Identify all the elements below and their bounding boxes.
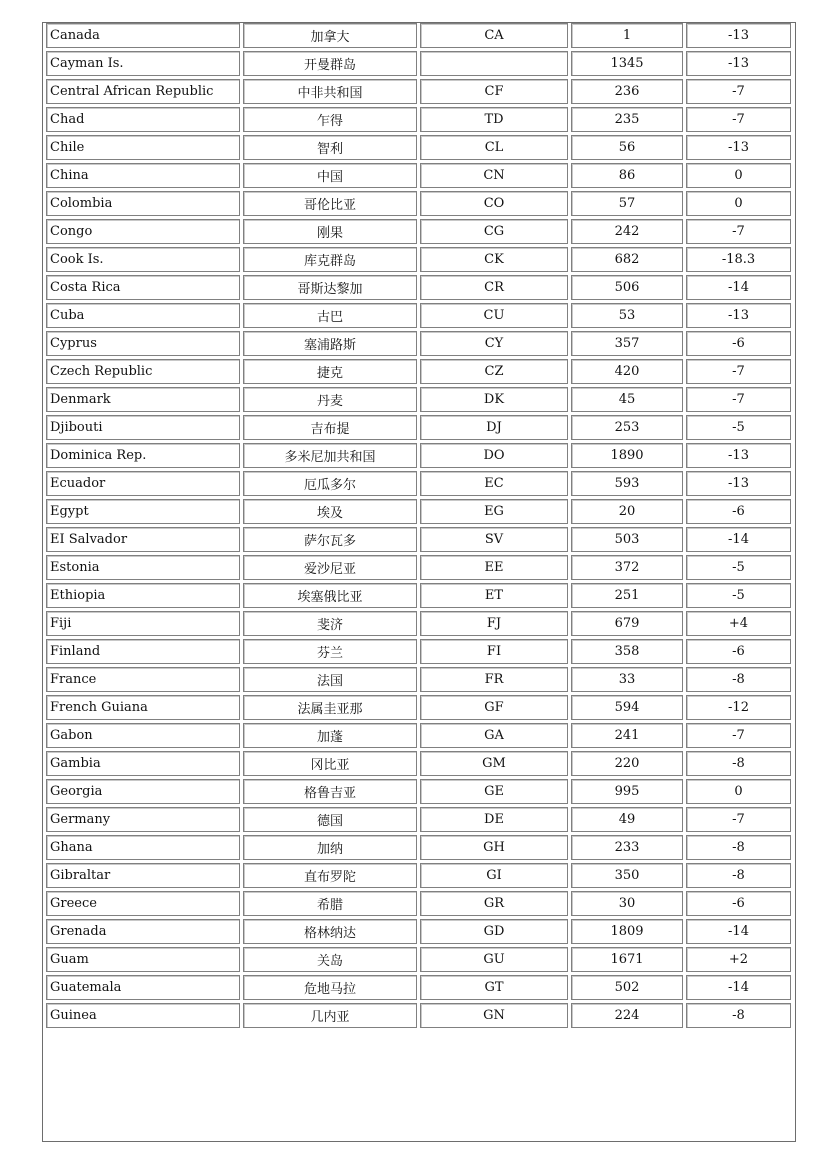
country-name-zh: 刚果 bbox=[243, 219, 417, 244]
time-difference: -14 bbox=[686, 275, 791, 300]
country-name-zh: 乍得 bbox=[243, 107, 417, 132]
country-code: CY bbox=[420, 331, 568, 356]
country-code: DJ bbox=[420, 415, 568, 440]
country-name-en: Finland bbox=[46, 639, 240, 664]
time-difference: -6 bbox=[686, 891, 791, 916]
table-row bbox=[46, 275, 791, 300]
time-difference: -6 bbox=[686, 499, 791, 524]
country-code: FI bbox=[420, 639, 568, 664]
time-difference: -13 bbox=[686, 471, 791, 496]
time-difference: +2 bbox=[686, 947, 791, 972]
dialing-code: 49 bbox=[571, 807, 683, 832]
country-name-zh: 丹麦 bbox=[243, 387, 417, 412]
dialing-code: 503 bbox=[571, 527, 683, 552]
country-name-en: Ethiopia bbox=[46, 583, 240, 608]
country-name-en: Gibraltar bbox=[46, 863, 240, 888]
time-difference: -7 bbox=[686, 723, 791, 748]
country-code: GR bbox=[420, 891, 568, 916]
time-difference: 0 bbox=[686, 779, 791, 804]
time-difference: -8 bbox=[686, 863, 791, 888]
time-difference: -7 bbox=[686, 219, 791, 244]
dialing-code: 224 bbox=[571, 1003, 683, 1028]
country-code: GM bbox=[420, 751, 568, 776]
country-name-zh: 多米尼加共和国 bbox=[243, 443, 417, 468]
country-name-en: Ecuador bbox=[46, 471, 240, 496]
country-code: GA bbox=[420, 723, 568, 748]
time-difference: -13 bbox=[686, 303, 791, 328]
country-name-zh: 芬兰 bbox=[243, 639, 417, 664]
country-name-zh: 格鲁吉亚 bbox=[243, 779, 417, 804]
country-code: GU bbox=[420, 947, 568, 972]
country-name-en: Central African Republic bbox=[46, 79, 240, 104]
country-name-en: Grenada bbox=[46, 919, 240, 944]
table-row bbox=[46, 975, 791, 1000]
country-name-en: China bbox=[46, 163, 240, 188]
dialing-code: 1809 bbox=[571, 919, 683, 944]
table-row bbox=[46, 443, 791, 468]
table-row bbox=[46, 695, 791, 720]
dialing-code: 20 bbox=[571, 499, 683, 524]
country-code: ET bbox=[420, 583, 568, 608]
table-row bbox=[46, 723, 791, 748]
dialing-code: 372 bbox=[571, 555, 683, 580]
dialing-code: 220 bbox=[571, 751, 683, 776]
country-name-zh: 几内亚 bbox=[243, 1003, 417, 1028]
table-row bbox=[46, 135, 791, 160]
country-code: GF bbox=[420, 695, 568, 720]
dialing-code: 679 bbox=[571, 611, 683, 636]
country-name-zh: 库克群岛 bbox=[243, 247, 417, 272]
dialing-code: 30 bbox=[571, 891, 683, 916]
country-name-en: Fiji bbox=[46, 611, 240, 636]
country-name-zh: 中非共和国 bbox=[243, 79, 417, 104]
dialing-code: 233 bbox=[571, 835, 683, 860]
time-difference: -13 bbox=[686, 23, 791, 48]
time-difference: -7 bbox=[686, 79, 791, 104]
dialing-code: 594 bbox=[571, 695, 683, 720]
table-row bbox=[46, 947, 791, 972]
country-name-zh: 加纳 bbox=[243, 835, 417, 860]
country-name-en: Cuba bbox=[46, 303, 240, 328]
time-difference: -6 bbox=[686, 639, 791, 664]
time-difference: +4 bbox=[686, 611, 791, 636]
country-name-zh: 厄瓜多尔 bbox=[243, 471, 417, 496]
table-row bbox=[46, 23, 791, 48]
country-name-en: Cayman Is. bbox=[46, 51, 240, 76]
country-code: EC bbox=[420, 471, 568, 496]
country-name-zh: 萨尔瓦多 bbox=[243, 527, 417, 552]
table-row bbox=[46, 51, 791, 76]
time-difference: -6 bbox=[686, 331, 791, 356]
time-difference: -14 bbox=[686, 527, 791, 552]
country-name-en: Costa Rica bbox=[46, 275, 240, 300]
dialing-code: 682 bbox=[571, 247, 683, 272]
country-code: GI bbox=[420, 863, 568, 888]
country-code: GD bbox=[420, 919, 568, 944]
country-name-zh: 希腊 bbox=[243, 891, 417, 916]
table-row bbox=[46, 191, 791, 216]
time-difference: -7 bbox=[686, 107, 791, 132]
country-name-zh: 塞浦路斯 bbox=[243, 331, 417, 356]
dialing-code: 53 bbox=[571, 303, 683, 328]
table-row bbox=[46, 891, 791, 916]
dialing-code: 57 bbox=[571, 191, 683, 216]
table-row bbox=[46, 863, 791, 888]
country-name-zh: 爱沙尼亚 bbox=[243, 555, 417, 580]
time-difference: -13 bbox=[686, 135, 791, 160]
country-code: CL bbox=[420, 135, 568, 160]
country-name-en: Djibouti bbox=[46, 415, 240, 440]
country-name-zh: 古巴 bbox=[243, 303, 417, 328]
country-code: EE bbox=[420, 555, 568, 580]
country-code: CN bbox=[420, 163, 568, 188]
country-name-en: Cyprus bbox=[46, 331, 240, 356]
country-name-zh: 哥斯达黎加 bbox=[243, 275, 417, 300]
country-name-zh: 直布罗陀 bbox=[243, 863, 417, 888]
country-name-en: Guam bbox=[46, 947, 240, 972]
country-name-zh: 法国 bbox=[243, 667, 417, 692]
dialing-code: 1890 bbox=[571, 443, 683, 468]
table-row bbox=[46, 527, 791, 552]
country-name-en: Dominica Rep. bbox=[46, 443, 240, 468]
country-name-zh: 加蓬 bbox=[243, 723, 417, 748]
time-difference: -8 bbox=[686, 751, 791, 776]
dialing-code: 45 bbox=[571, 387, 683, 412]
country-code: FJ bbox=[420, 611, 568, 636]
dialing-code: 33 bbox=[571, 667, 683, 692]
table-row bbox=[46, 555, 791, 580]
country-code: CG bbox=[420, 219, 568, 244]
country-name-zh: 埃及 bbox=[243, 499, 417, 524]
country-name-en: Ghana bbox=[46, 835, 240, 860]
country-name-en: Colombia bbox=[46, 191, 240, 216]
dialing-code: 502 bbox=[571, 975, 683, 1000]
country-name-en: EI Salvador bbox=[46, 527, 240, 552]
dialing-code: 236 bbox=[571, 79, 683, 104]
time-difference: -5 bbox=[686, 555, 791, 580]
country-code: SV bbox=[420, 527, 568, 552]
table-row bbox=[46, 247, 791, 272]
country-code: DK bbox=[420, 387, 568, 412]
table-body bbox=[46, 23, 791, 1028]
table-row bbox=[46, 499, 791, 524]
time-difference: -8 bbox=[686, 667, 791, 692]
dialing-code: 1671 bbox=[571, 947, 683, 972]
table-row bbox=[46, 107, 791, 132]
table-row bbox=[46, 751, 791, 776]
country-code: GH bbox=[420, 835, 568, 860]
country-name-en: Egypt bbox=[46, 499, 240, 524]
country-code: FR bbox=[420, 667, 568, 692]
dialing-code: 350 bbox=[571, 863, 683, 888]
country-name-zh: 格林纳达 bbox=[243, 919, 417, 944]
time-difference: -7 bbox=[686, 359, 791, 384]
country-name-en: France bbox=[46, 667, 240, 692]
time-difference: -5 bbox=[686, 583, 791, 608]
time-difference: -7 bbox=[686, 807, 791, 832]
country-name-en: Greece bbox=[46, 891, 240, 916]
country-name-zh: 哥伦比亚 bbox=[243, 191, 417, 216]
country-name-zh: 冈比亚 bbox=[243, 751, 417, 776]
time-difference: -7 bbox=[686, 387, 791, 412]
table-row bbox=[46, 611, 791, 636]
table-row bbox=[46, 667, 791, 692]
country-code: DO bbox=[420, 443, 568, 468]
country-name-zh: 加拿大 bbox=[243, 23, 417, 48]
table-row bbox=[46, 303, 791, 328]
table-row bbox=[46, 387, 791, 412]
country-code: CK bbox=[420, 247, 568, 272]
country-name-en: Gambia bbox=[46, 751, 240, 776]
table-row bbox=[46, 583, 791, 608]
country-code: CR bbox=[420, 275, 568, 300]
country-name-en: Denmark bbox=[46, 387, 240, 412]
dialing-code: 1345 bbox=[571, 51, 683, 76]
country-name-en: Guinea bbox=[46, 1003, 240, 1028]
country-code: CO bbox=[420, 191, 568, 216]
table-row bbox=[46, 219, 791, 244]
dialing-code: 253 bbox=[571, 415, 683, 440]
country-code bbox=[420, 51, 568, 76]
country-name-zh: 开曼群岛 bbox=[243, 51, 417, 76]
dialing-code: 1 bbox=[571, 23, 683, 48]
country-name-en: French Guiana bbox=[46, 695, 240, 720]
dialing-code: 56 bbox=[571, 135, 683, 160]
table-row bbox=[46, 779, 791, 804]
country-name-zh: 危地马拉 bbox=[243, 975, 417, 1000]
country-code: CZ bbox=[420, 359, 568, 384]
country-code: EG bbox=[420, 499, 568, 524]
time-difference: -14 bbox=[686, 919, 791, 944]
country-name-zh: 埃塞俄比亚 bbox=[243, 583, 417, 608]
table-row bbox=[46, 359, 791, 384]
dialing-code: 251 bbox=[571, 583, 683, 608]
country-name-en: Estonia bbox=[46, 555, 240, 580]
table-row bbox=[46, 807, 791, 832]
country-code: GN bbox=[420, 1003, 568, 1028]
country-name-en: Congo bbox=[46, 219, 240, 244]
time-difference: 0 bbox=[686, 191, 791, 216]
country-code: CF bbox=[420, 79, 568, 104]
time-difference: -13 bbox=[686, 51, 791, 76]
country-code: DE bbox=[420, 807, 568, 832]
table-row bbox=[46, 163, 791, 188]
dialing-code: 235 bbox=[571, 107, 683, 132]
country-name-en: Georgia bbox=[46, 779, 240, 804]
country-name-zh: 斐济 bbox=[243, 611, 417, 636]
country-name-zh: 关岛 bbox=[243, 947, 417, 972]
country-name-zh: 法属圭亚那 bbox=[243, 695, 417, 720]
country-name-en: Czech Republic bbox=[46, 359, 240, 384]
country-code-table bbox=[43, 20, 794, 1031]
table-row bbox=[46, 415, 791, 440]
table-row bbox=[46, 639, 791, 664]
country-code: GE bbox=[420, 779, 568, 804]
table-row bbox=[46, 331, 791, 356]
dialing-code: 506 bbox=[571, 275, 683, 300]
table-row bbox=[46, 1003, 791, 1028]
country-name-en: Chad bbox=[46, 107, 240, 132]
country-name-en: Germany bbox=[46, 807, 240, 832]
time-difference: -13 bbox=[686, 443, 791, 468]
dialing-code: 420 bbox=[571, 359, 683, 384]
country-name-en: Canada bbox=[46, 23, 240, 48]
table-row bbox=[46, 471, 791, 496]
time-difference: -8 bbox=[686, 835, 791, 860]
country-code: GT bbox=[420, 975, 568, 1000]
dialing-code: 995 bbox=[571, 779, 683, 804]
dialing-code: 242 bbox=[571, 219, 683, 244]
country-name-en: Chile bbox=[46, 135, 240, 160]
country-name-en: Guatemala bbox=[46, 975, 240, 1000]
time-difference: -8 bbox=[686, 1003, 791, 1028]
country-name-zh: 捷克 bbox=[243, 359, 417, 384]
country-code: TD bbox=[420, 107, 568, 132]
dialing-code: 593 bbox=[571, 471, 683, 496]
dialing-code: 241 bbox=[571, 723, 683, 748]
dialing-code: 86 bbox=[571, 163, 683, 188]
table-row bbox=[46, 79, 791, 104]
time-difference: -12 bbox=[686, 695, 791, 720]
country-code: CA bbox=[420, 23, 568, 48]
country-name-zh: 智利 bbox=[243, 135, 417, 160]
country-name-en: Gabon bbox=[46, 723, 240, 748]
country-code: CU bbox=[420, 303, 568, 328]
country-name-zh: 德国 bbox=[243, 807, 417, 832]
table-row bbox=[46, 835, 791, 860]
table-row bbox=[46, 919, 791, 944]
time-difference: -14 bbox=[686, 975, 791, 1000]
dialing-code: 357 bbox=[571, 331, 683, 356]
country-name-en: Cook Is. bbox=[46, 247, 240, 272]
country-name-zh: 吉布提 bbox=[243, 415, 417, 440]
dialing-code: 358 bbox=[571, 639, 683, 664]
time-difference: -18.3 bbox=[686, 247, 791, 272]
time-difference: 0 bbox=[686, 163, 791, 188]
country-name-zh: 中国 bbox=[243, 163, 417, 188]
time-difference: -5 bbox=[686, 415, 791, 440]
